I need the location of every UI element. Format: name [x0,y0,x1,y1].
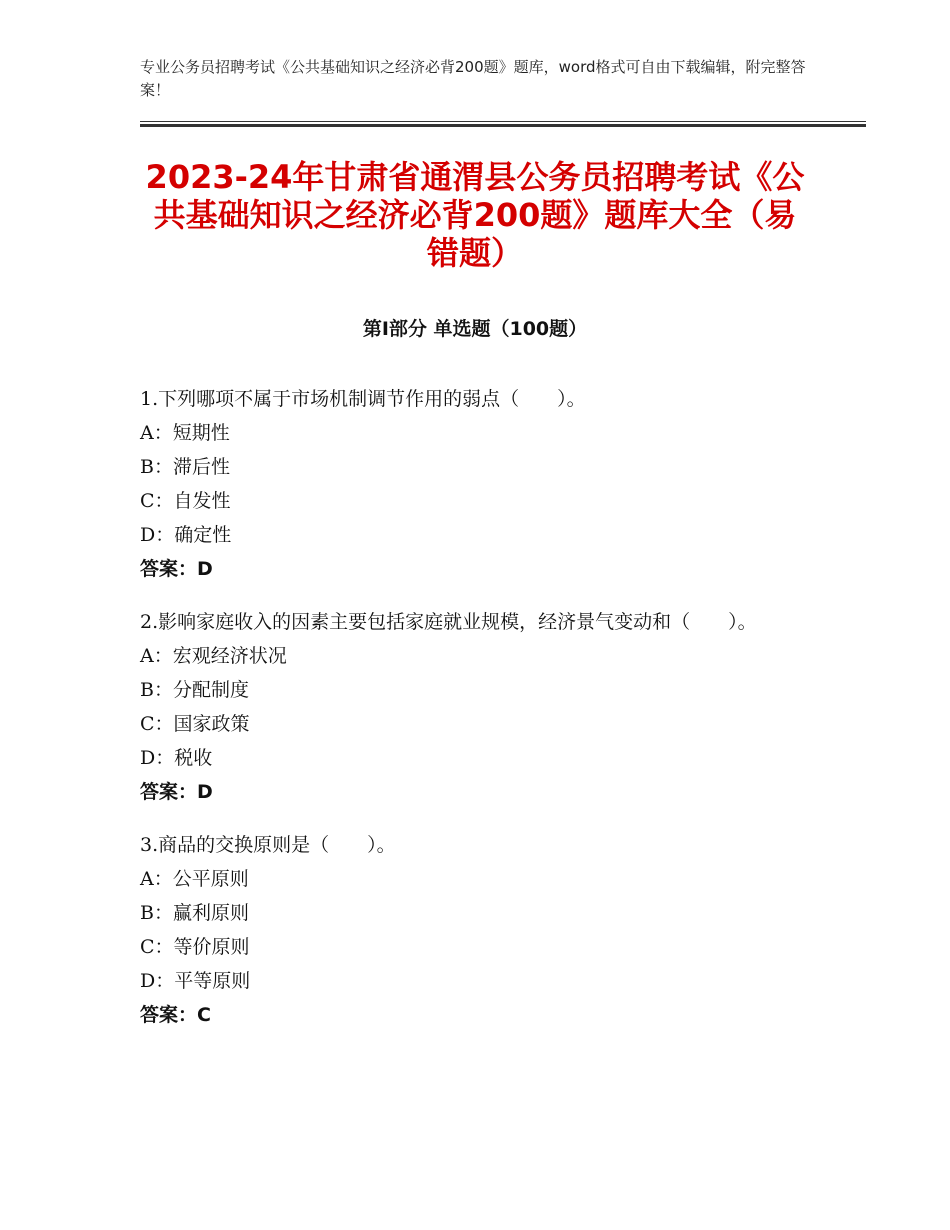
question-list [140,382,790,1051]
question-3 [140,828,790,1032]
option-d: D：税收 [140,747,213,769]
header-rule-thin [140,121,866,122]
option-b: B：滞后性 [140,456,230,478]
option-b: B：分配制度 [140,679,249,701]
question-stem: 3.商品的交换原则是（ ）。 [140,834,396,856]
option-c: C：国家政策 [140,713,250,735]
option-d: D：平等原则 [140,970,251,992]
option-d: D：确定性 [140,524,232,546]
question-stem: 1.下列哪项不属于市场机制调节作用的弱点（ ）。 [140,388,586,410]
option-a: A：公平原则 [140,868,249,890]
header-rule-thick [140,124,866,127]
section-title: 第Ⅰ部分 单选题（100题） [362,318,588,340]
question-1 [140,382,790,586]
document-title: 2023-24年甘肃省通渭县公务员招聘考试《公共基础知识之经济必背200题》题库大全（易错题） [145,158,805,272]
question-2 [140,605,790,809]
answer: 答案：D [140,558,213,580]
header-note: 专业公务员招聘考试《公共基础知识之经济必背200题》题库，word格式可自由下载编辑，附完整答案！ [140,58,806,99]
answer: 答案：D [140,781,213,803]
option-b: B：赢利原则 [140,902,249,924]
option-a: A：短期性 [140,422,230,444]
option-c: C：自发性 [140,490,231,512]
question-stem: 2.影响家庭收入的因素主要包括家庭就业规模，经济景气变动和（ ）。 [140,611,757,633]
option-c: C：等价原则 [140,936,250,958]
option-a: A：宏观经济状况 [140,645,287,667]
answer: 答案：C [140,1004,211,1026]
